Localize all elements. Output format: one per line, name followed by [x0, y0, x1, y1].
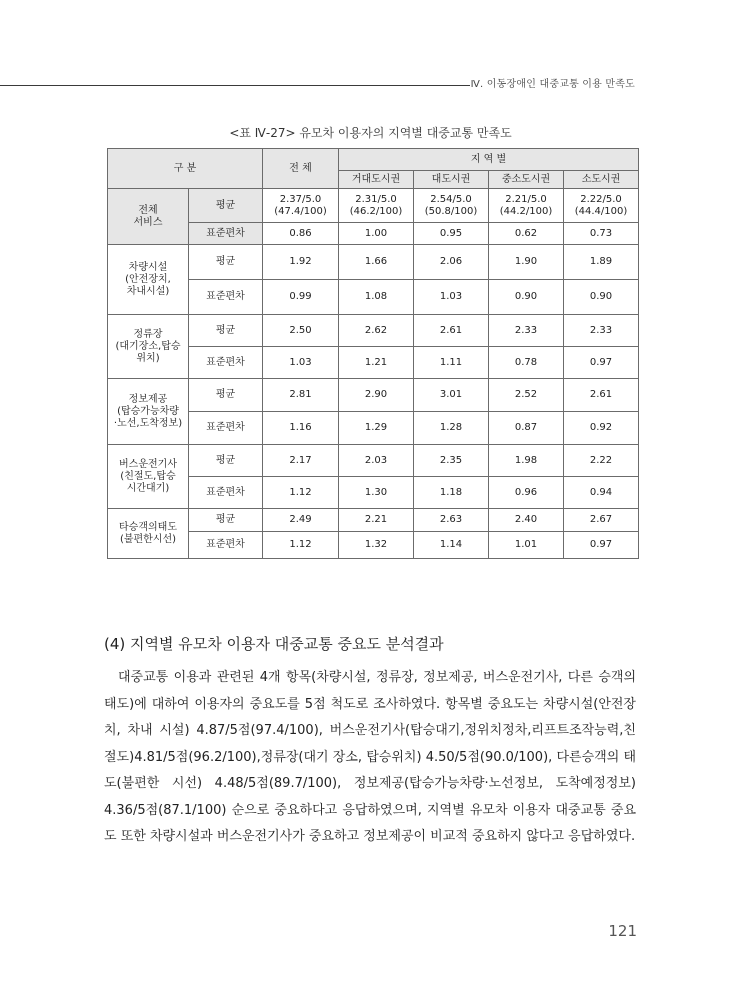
cell-region: 2.22/5.0 (44.4/100) [564, 189, 639, 223]
table-caption: <표 Ⅳ-27> 유모차 이용자의 지역별 대중교통 만족도 [229, 126, 512, 140]
cell-total: 1.03 [263, 347, 339, 379]
header-rule [0, 85, 470, 86]
row-category: 차량시설 (안전장치, 차내시설) [108, 245, 189, 315]
cell-region: 2.03 [339, 445, 414, 477]
row-stat-label: 표준편차 [189, 412, 263, 445]
cell-region: 1.89 [564, 245, 639, 280]
row-category: 정보제공 (탑승가능차량 ·노선,도착정보) [108, 379, 189, 445]
header-region-metro: 거대도시권 [339, 171, 414, 189]
cell-region: 2.06 [414, 245, 489, 280]
cell-region: 1.18 [414, 477, 489, 509]
body-paragraph: 대중교통 이용과 관련된 4개 항목(차량시설, 정류장, 정보제공, 버스운전기사, 다른 승객의 태도)에 대하여 이용자의 중요도를 5점 척도로 조사하였다. 항목별 중요도는 차량시설(안전장치, 차내 시설) 4.87/5점(97.4/100), 버스운전기사(탑승대기,정위치정차,리프트조작능력,친절도)4.81/5점(96.2/100),정류장(대기 장소, 탑승위치) 4.50/5점(90.0/100), 다른승객의 태도(불편한 시선) 4.48/5점(89.7/100), 정보제공(탑승가능차량·노선정보, 도착예정정보) 4.36/5점(87.1/100) 순으로 중요하다고 응답하였으며, 지역별 유모차 이용자 대중교통 중요도 또한 차량시설과 버스운전기사가 중요하고 정보제공이 비교적 중요하지 않다고 응답하였다. [104, 670, 636, 844]
cell-region: 2.61 [564, 379, 639, 412]
cell-total: 0.86 [263, 223, 339, 245]
cell-region: 2.67 [564, 509, 639, 532]
cell-region: 2.90 [339, 379, 414, 412]
cell-region: 2.61 [414, 315, 489, 347]
cell-region: 0.62 [489, 223, 564, 245]
row-category: 정류장 (대기장소,탑승 위치) [108, 315, 189, 379]
cell-region: 0.73 [564, 223, 639, 245]
table-row [108, 245, 639, 280]
running-header: Ⅳ. 이동장애인 대중교통 이용 만족도 [470, 79, 635, 90]
cell-region: 1.29 [339, 412, 414, 445]
cell-total: 2.17 [263, 445, 339, 477]
table-row [108, 379, 639, 412]
cell-region: 0.95 [414, 223, 489, 245]
header-region-small: 소도시권 [564, 171, 639, 189]
cell-total: 0.99 [263, 280, 339, 315]
cell-total: 2.37/5.0 (47.4/100) [263, 189, 339, 223]
cell-region: 0.78 [489, 347, 564, 379]
row-category: 버스운전기사 (친절도,탑승 시간대기) [108, 445, 189, 509]
header-region: 지 역 별 [339, 149, 639, 171]
cell-region: 0.87 [489, 412, 564, 445]
cell-total: 1.12 [263, 532, 339, 559]
satisfaction-table [107, 148, 639, 559]
row-stat-label: 표준편차 [189, 347, 263, 379]
cell-region: 2.63 [414, 509, 489, 532]
cell-region: 0.96 [489, 477, 564, 509]
cell-region: 0.94 [564, 477, 639, 509]
cell-region: 1.28 [414, 412, 489, 445]
cell-region: 1.00 [339, 223, 414, 245]
table-row [108, 445, 639, 477]
cell-total: 2.81 [263, 379, 339, 412]
row-stat-label: 표준편차 [189, 532, 263, 559]
row-stat-label: 평균 [189, 445, 263, 477]
cell-region: 0.90 [489, 280, 564, 315]
cell-total: 1.16 [263, 412, 339, 445]
row-stat-label: 표준편차 [189, 280, 263, 315]
cell-total: 1.92 [263, 245, 339, 280]
cell-region: 1.90 [489, 245, 564, 280]
header-total: 전 체 [263, 149, 339, 189]
row-stat-label: 표준편차 [189, 477, 263, 509]
row-stat-label: 표준편차 [189, 223, 263, 245]
row-stat-label: 평균 [189, 379, 263, 412]
cell-region: 0.97 [564, 532, 639, 559]
cell-region: 2.22 [564, 445, 639, 477]
cell-region: 2.21/5.0 (44.2/100) [489, 189, 564, 223]
cell-region: 1.66 [339, 245, 414, 280]
cell-region: 1.11 [414, 347, 489, 379]
row-stat-label: 평균 [189, 245, 263, 280]
cell-region: 1.21 [339, 347, 414, 379]
cell-region: 2.54/5.0 (50.8/100) [414, 189, 489, 223]
cell-region: 2.52 [489, 379, 564, 412]
cell-region: 1.98 [489, 445, 564, 477]
cell-total: 2.50 [263, 315, 339, 347]
cell-region: 2.62 [339, 315, 414, 347]
cell-total: 2.49 [263, 509, 339, 532]
cell-region: 2.33 [564, 315, 639, 347]
cell-region: 3.01 [414, 379, 489, 412]
table-row [108, 189, 639, 223]
header-region-large: 대도시권 [414, 171, 489, 189]
cell-total: 1.12 [263, 477, 339, 509]
row-stat-label: 평균 [189, 315, 263, 347]
header-category: 구 분 [108, 149, 263, 189]
cell-region: 0.92 [564, 412, 639, 445]
row-stat-label: 평균 [189, 509, 263, 532]
row-stat-label: 평균 [189, 189, 263, 223]
cell-region: 2.33 [489, 315, 564, 347]
cell-region: 1.32 [339, 532, 414, 559]
row-category: 타승객의태도 (불편한시선) [108, 509, 189, 559]
cell-region: 1.01 [489, 532, 564, 559]
cell-region: 1.03 [414, 280, 489, 315]
section-heading: (4) 지역별 유모차 이용자 대중교통 중요도 분석결과 [104, 635, 444, 653]
cell-region: 2.21 [339, 509, 414, 532]
cell-region: 2.40 [489, 509, 564, 532]
table-row [108, 509, 639, 532]
row-category: 전체 서비스 [108, 189, 189, 245]
header-region-medium: 중소도시권 [489, 171, 564, 189]
cell-region: 2.31/5.0 (46.2/100) [339, 189, 414, 223]
cell-region: 1.30 [339, 477, 414, 509]
cell-region: 0.97 [564, 347, 639, 379]
table-row [108, 315, 639, 347]
cell-region: 0.90 [564, 280, 639, 315]
page-number: 121 [608, 922, 637, 940]
cell-region: 1.08 [339, 280, 414, 315]
cell-region: 2.35 [414, 445, 489, 477]
cell-region: 1.14 [414, 532, 489, 559]
